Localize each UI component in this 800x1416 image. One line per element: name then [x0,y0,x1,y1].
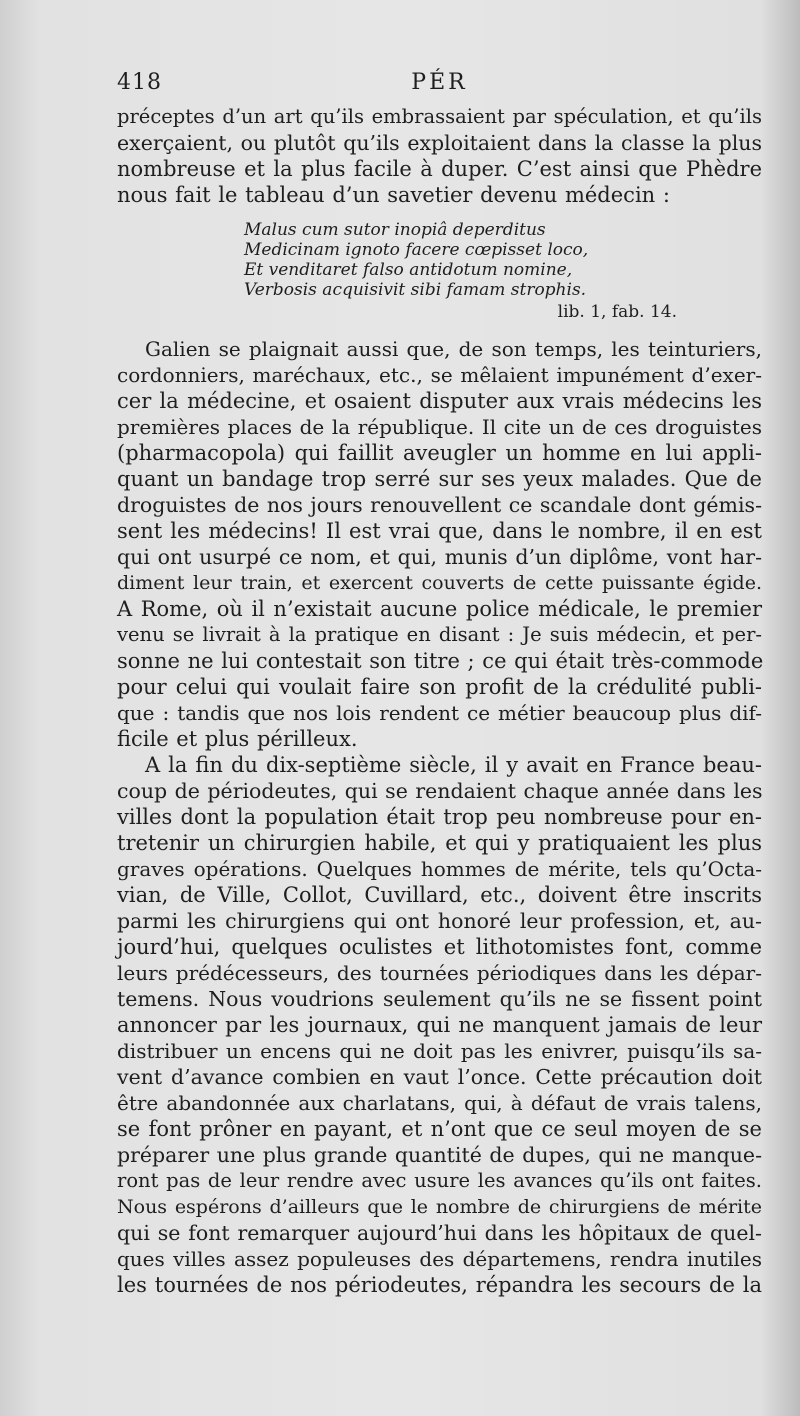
text-line: droguistes de nos jours renouvellent ce scandale dont gémis- [117,493,762,517]
text-line: premières places de la république. Il cite un de ces droguistes [117,415,762,439]
text-line: sent les médecins! Il est vrai que, dans le nombre, il en est [117,519,762,543]
text-line: parmi les chirurgiens qui ont honoré leur profession, et, au- [117,909,762,933]
text-line: préceptes d’un art qu’ils embrassaient par spéculation, et qu’ils [117,105,762,128]
text-line: ques villes assez populeuses des départemens, rendra inutiles [117,1247,762,1271]
text-line: Galien se plaignait aussi que, de son temps, les teinturiers, [145,337,762,361]
text-line: vian, de Ville, Collot, Cuvillard, etc., doivent être inscrits [117,883,762,907]
text-line: que : tandis que nos lois rendent ce métier beaucoup plus dif- [117,701,762,725]
text-line: sonne ne lui contestait son titre ; ce qui était très-commode [117,649,764,673]
text-line: venu se livrait à la pratique en disant : Je suis médecin, et per- [117,623,762,646]
paragraph-intro [117,104,762,208]
text-line: exerçaient, ou plutôt qu’ils exploitaient dans la classe la plus [117,131,762,155]
paragraph-galien [117,336,762,752]
quote-line: Medicinam ignoto facere cœpisset loco, [244,240,589,260]
quote-citation: lib. 1, fab. 14. [557,302,677,322]
page-header [117,70,762,102]
text-line: se font prôner en payant, et n’ont que ce seul moyen de se [117,1117,762,1141]
text-line: leurs prédécesseurs, des tournées périodiques dans les dépar- [117,961,762,985]
text-line: diment leur train, et exercent couverts de cette puissante égide. [117,572,762,594]
quote-line: Verbosis acquisivit sibi famam strophis. [244,280,587,300]
quote-line: Malus cum sutor inopiâ deperditus [244,220,546,240]
text-line: quant un bandage trop serré sur ses yeux malades. Que de [117,467,762,491]
text-line: villes dont la population était trop peu nombreuse pour en- [117,805,762,829]
text-line: vent d’avance combien en vaut l’once. Cette précaution doit [117,1065,762,1089]
text-line: Nous espérons d’ailleurs que le nombre de chirurgiens de mérite [117,1196,762,1218]
latin-quotation [117,220,762,324]
text-line: coup de périodeutes, qui se rendaient chaque année dans les [117,779,763,803]
text-line: préparer une plus grande quantité de dupes, qui ne manque- [117,1143,762,1167]
text-line: nombreuse et la plus facile à duper. C’est ainsi que Phèdre [117,157,762,181]
body-text [117,104,762,1298]
text-line: ficile et plus périlleux. [117,727,358,751]
text-line: qui se font remarquer aujourd’hui dans les hôpitaux de quel- [117,1221,762,1245]
text-line: temens. Nous voudrions seulement qu’ils ne se fissent point [117,987,762,1011]
text-line: nous fait le tableau d’un savetier devenu médecin : [117,183,670,207]
quote-line: Et venditaret falso antidotum nomine, [244,260,573,280]
text-line: jourd’hui, quelques oculistes et lithotomistes font, comme [117,935,762,959]
text-line: tretenir un chirurgien habile, et qui y pratiquaient les plus [117,831,762,855]
text-line: annoncer par les journaux, qui ne manquent jamais de leur [117,1013,762,1037]
page-number: 418 [117,70,162,95]
text-line: cordonniers, maréchaux, etc., se mêlaient impunément d’exer- [117,363,762,387]
text-line: les tournées de nos périodeutes, répandra les secours de la [117,1273,762,1297]
text-line: distribuer un encens qui ne doit pas les enivrer, puisqu’ils sa- [117,1039,762,1063]
text-line: A Rome, où il n’existait aucune police médicale, le premier [117,597,762,621]
text-line: ront pas de leur rendre avec usure les avances qu’ils ont faites. [117,1169,762,1192]
text-line: être abandonnée aux charlatans, qui, à défaut de vrais talens, [117,1091,762,1115]
text-line: qui ont usurpé ce nom, et qui, munis d’un diplôme, vont har- [117,545,762,569]
text-line: pour celui qui voulait faire son profit de la crédulité publi- [117,675,762,699]
text-line: A la fin du dix-septième siècle, il y avait en France beau- [145,753,762,777]
paragraph-periodeutes [117,752,762,1298]
text-line: graves opérations. Quelques hommes de mérite, tels qu’Octa- [117,857,762,881]
running-head: PÉR [411,70,468,95]
text-line: (pharmacopola) qui faillit aveugler un homme en lui appli- [117,441,762,465]
text-line: cer la médecine, et osaient disputer aux vrais médecins les [117,389,762,413]
